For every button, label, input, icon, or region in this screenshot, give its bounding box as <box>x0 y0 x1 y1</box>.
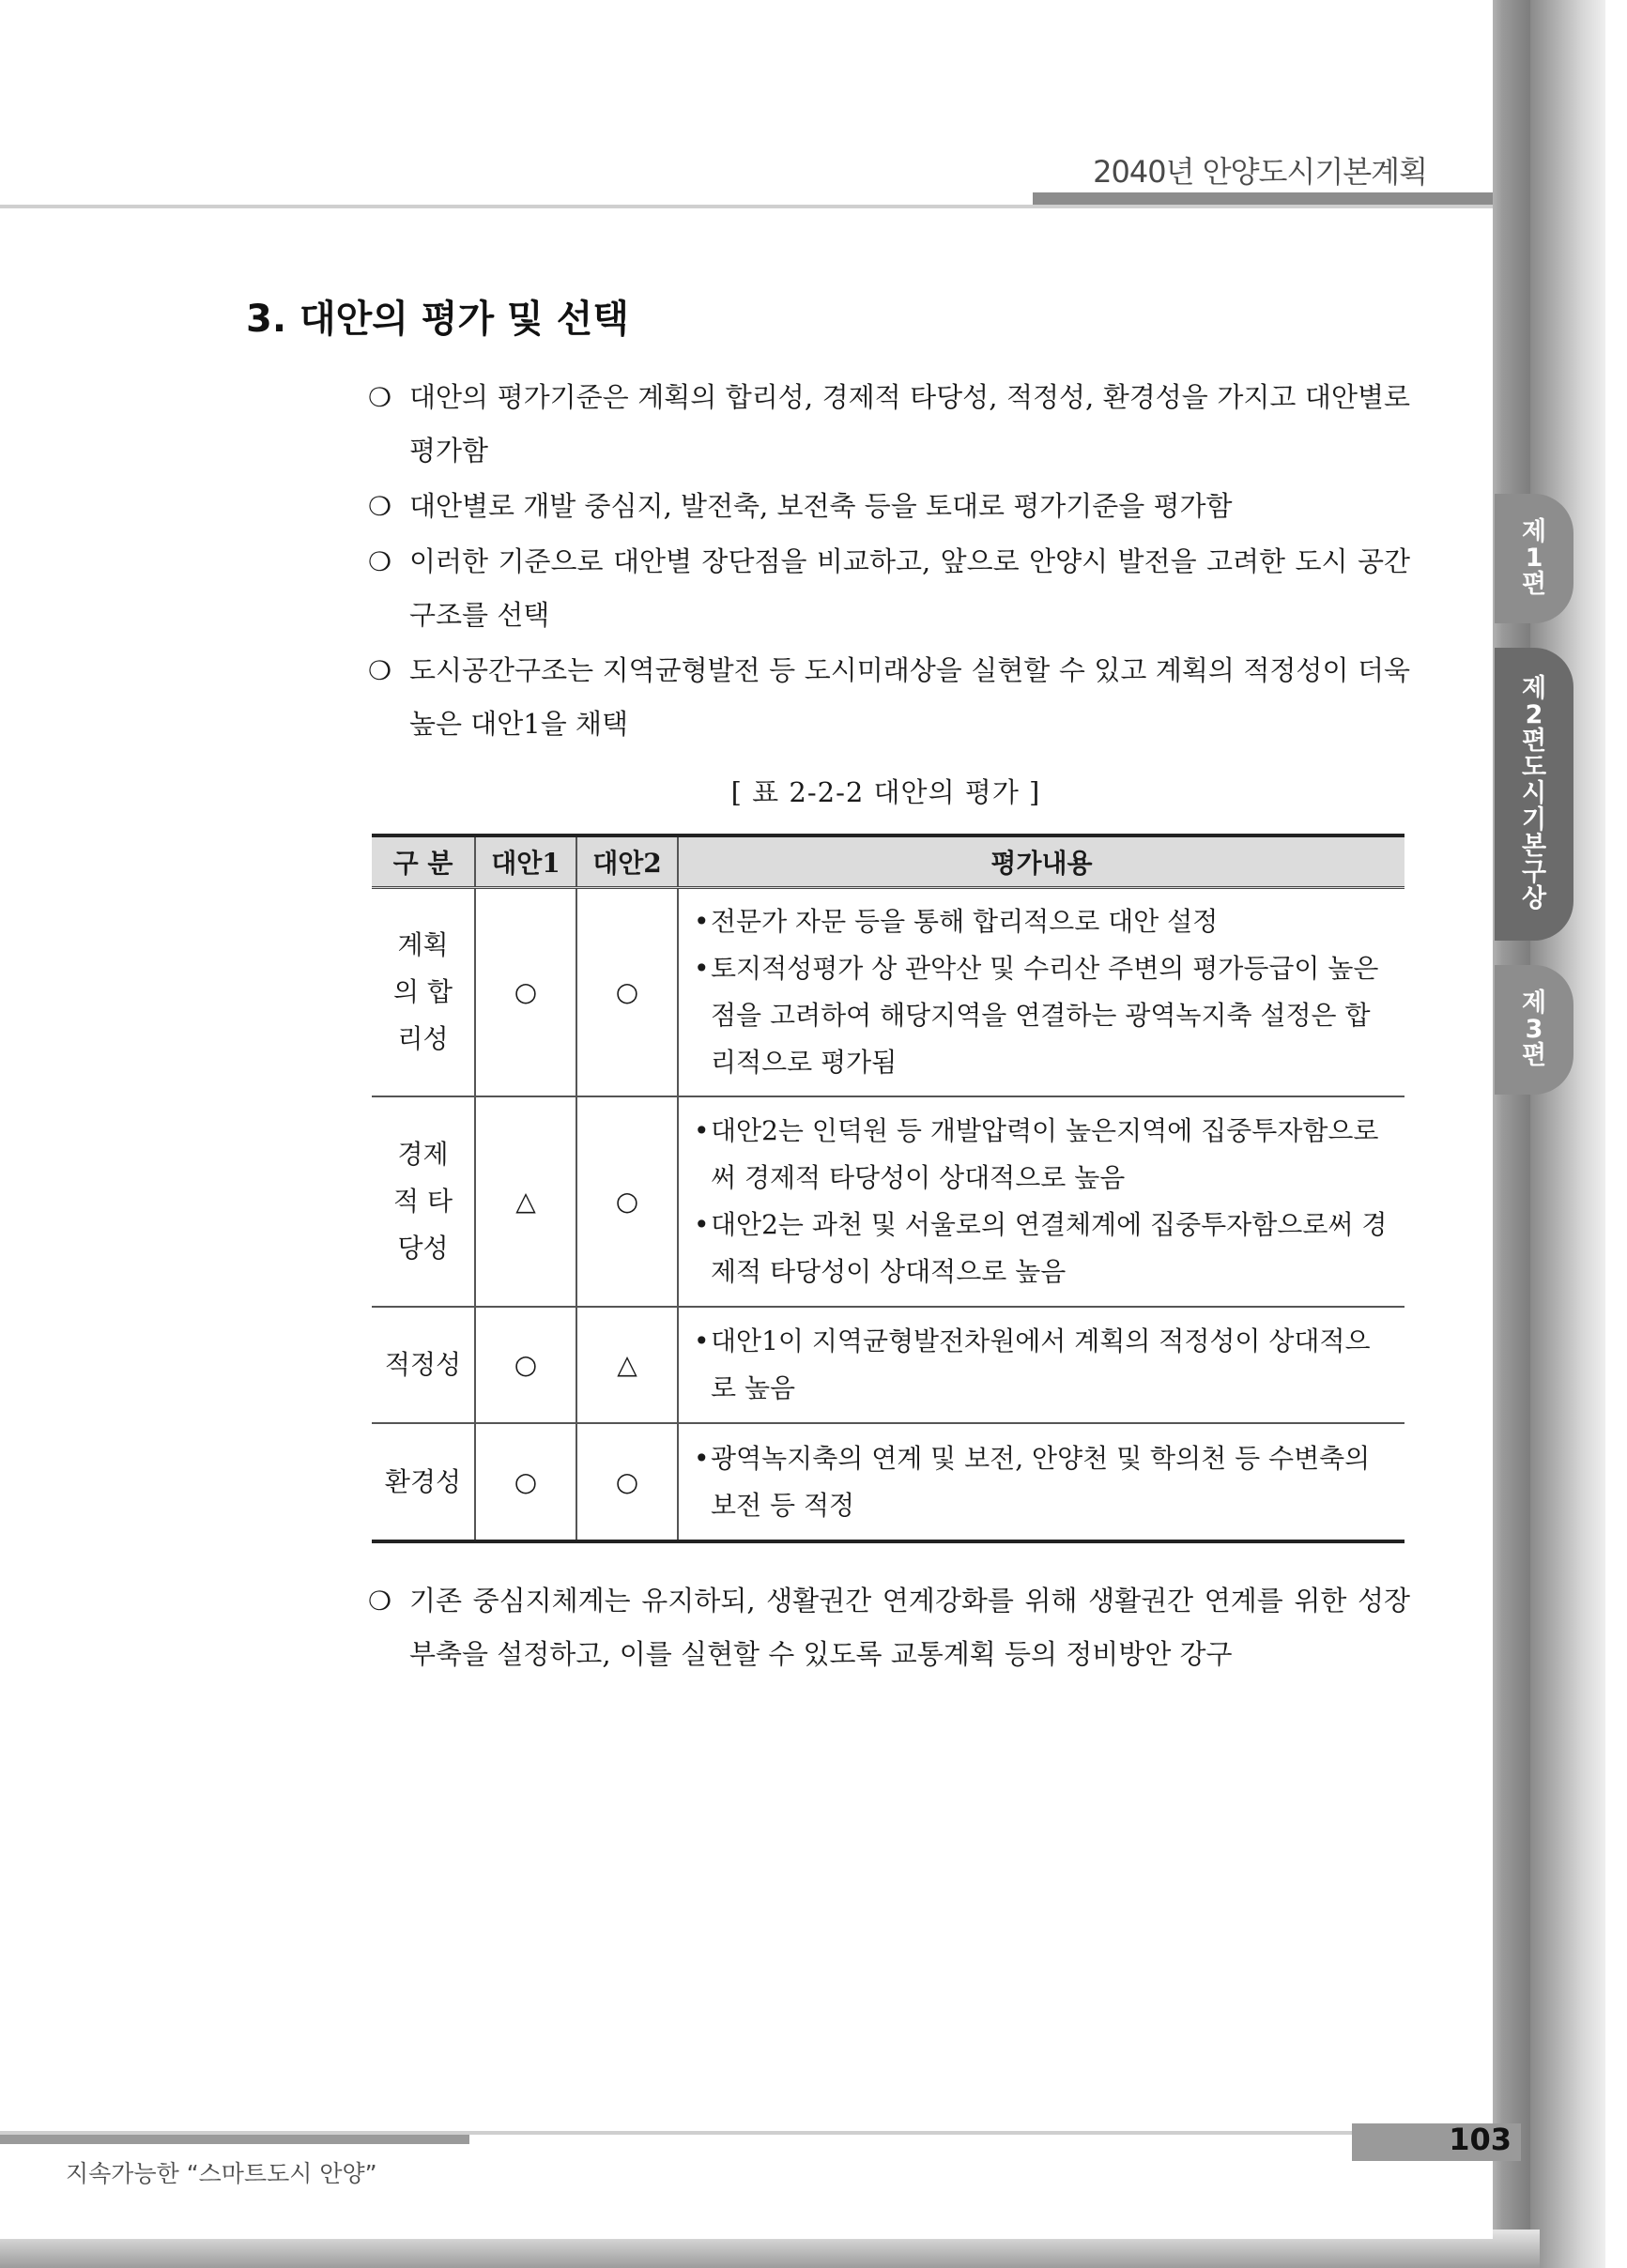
bullet-list-after-table <box>368 1574 1410 1683</box>
tab-char: 2 <box>1525 700 1543 729</box>
bullet-text: 이러한 기준으로 대안별 장단점을 비교하고, 앞으로 안양시 발전을 고려한 도시 공간구조를 선택 <box>409 545 1410 631</box>
footer-rule-accent <box>0 2135 469 2144</box>
evaluation-table <box>372 834 1404 1543</box>
content-item: • 대안2는 과천 및 서울로의 연결체계에 집중투자함으로써 경제적 타당성이 상대적으로 높음 <box>694 1202 1395 1295</box>
bullet-item <box>368 535 1410 642</box>
row-category: 경제적 타당성 <box>372 1096 475 1307</box>
table-row <box>372 1307 1404 1423</box>
tab-char: 도 <box>1521 753 1547 782</box>
tab-char: 제 <box>1521 517 1547 546</box>
alt1-rating: ○ <box>475 1307 576 1423</box>
page-stack-edge <box>1530 0 1605 2268</box>
page-number: 103 <box>1449 2122 1512 2157</box>
chapter-tab-part1[interactable] <box>1495 494 1573 623</box>
tab-char: 제 <box>1521 988 1547 1018</box>
header-alt1: 대안1 <box>475 835 576 888</box>
content-item: • 대안2는 인덕원 등 개발압력이 높은지역에 집중투자함으로써 경제적 타당성이 상대적으로 높음 <box>694 1108 1395 1202</box>
bullet-item <box>368 480 1410 533</box>
content-item: • 광역녹지축의 연계 및 보전, 안양천 및 학의천 등 수변축의 보전 등 적정 <box>694 1435 1395 1529</box>
alt2-rating: ○ <box>576 888 678 1097</box>
alt2-rating: △ <box>576 1307 678 1423</box>
header-content: 평가내용 <box>678 835 1404 888</box>
alt1-rating: △ <box>475 1096 576 1307</box>
tab-char: 1 <box>1525 544 1543 573</box>
bullet-item <box>368 1574 1410 1681</box>
tab-char: 상 <box>1521 884 1547 913</box>
row-content <box>678 1096 1404 1307</box>
alt1-rating: ○ <box>475 1423 576 1541</box>
row-content <box>678 1307 1404 1423</box>
table-row <box>372 888 1404 1097</box>
header-rule-accent <box>1033 192 1493 205</box>
row-content <box>678 888 1404 1097</box>
circle-bullet-icon: ❍ <box>368 1586 392 1617</box>
bullet-text: 도시공간구조는 지역균형발전 등 도시미래상을 실현할 수 있고 계획의 적정성이 더욱 높은 대안1을 채택 <box>409 654 1410 740</box>
header-alt2: 대안2 <box>576 835 678 888</box>
bullet-item <box>368 644 1410 751</box>
bullet-list <box>368 371 1410 753</box>
tab-char: 편 <box>1521 570 1547 599</box>
bullet-item <box>368 371 1410 478</box>
alt2-rating: ○ <box>576 1096 678 1307</box>
bullet-text: 기존 중심지체계는 유지하되, 생활권간 연계강화를 위해 생활권간 연계를 위한 성장부축을 설정하고, 이를 실현할 수 있도록 교통계획 등의 정비방안 강구 <box>409 1585 1410 1670</box>
tab-char: 편 <box>1521 727 1547 756</box>
running-head: 2040년 안양도시기본계획 <box>1093 154 1427 190</box>
circle-bullet-icon: ❍ <box>368 655 392 686</box>
content-item: • 전문가 자문 등을 통해 합리적으로 대안 설정 <box>694 898 1395 945</box>
header-rule <box>0 205 1493 208</box>
content-item: • 토지적성평가 상 관악산 및 수리산 주변의 평가등급이 높은 점을 고려하여 해당지역을 연결하는 광역녹지축 설정은 합리적으로 평가됨 <box>694 945 1395 1086</box>
row-category: 계획의 합리성 <box>372 888 475 1097</box>
section-title: 3. 대안의 평가 및 선택 <box>246 298 629 341</box>
tab-char: 제 <box>1521 674 1547 703</box>
header-category: 구 분 <box>372 835 475 888</box>
footer-title: 지속가능한 “스마트도시 안양” <box>66 2160 377 2187</box>
alt1-rating: ○ <box>475 888 576 1097</box>
table-caption: [ 표 2-2-2 대안의 평가 ] <box>730 776 1041 808</box>
circle-bullet-icon: ❍ <box>368 382 392 413</box>
content-item: • 대안1이 지역균형발전차원에서 계획의 적정성이 상대적으로 높음 <box>694 1318 1395 1412</box>
bullet-text: 대안의 평가기준은 계획의 합리성, 경제적 타당성, 적정성, 환경성을 가지고 대안별로 평가함 <box>409 381 1410 467</box>
circle-bullet-icon: ❍ <box>368 491 392 522</box>
chapter-tab-part2[interactable] <box>1495 648 1573 941</box>
tab-char: 본 <box>1521 832 1547 861</box>
tab-char: 3 <box>1525 1015 1543 1044</box>
tab-char: 구 <box>1521 858 1547 887</box>
bullet-text: 대안별로 개발 중심지, 발전축, 보전축 등을 토대로 평가기준을 평가함 <box>409 490 1233 522</box>
table-header-row <box>372 835 1404 888</box>
row-category: 환경성 <box>372 1423 475 1541</box>
table-row <box>372 1423 1404 1541</box>
row-category: 적정성 <box>372 1307 475 1423</box>
table-row <box>372 1096 1404 1307</box>
tab-char: 시 <box>1521 779 1547 808</box>
tab-char: 기 <box>1521 805 1547 835</box>
tab-char: 편 <box>1521 1041 1547 1070</box>
alt2-rating: ○ <box>576 1423 678 1541</box>
row-content <box>678 1423 1404 1541</box>
chapter-tab-part3[interactable] <box>1495 965 1573 1095</box>
circle-bullet-icon: ❍ <box>368 546 392 577</box>
